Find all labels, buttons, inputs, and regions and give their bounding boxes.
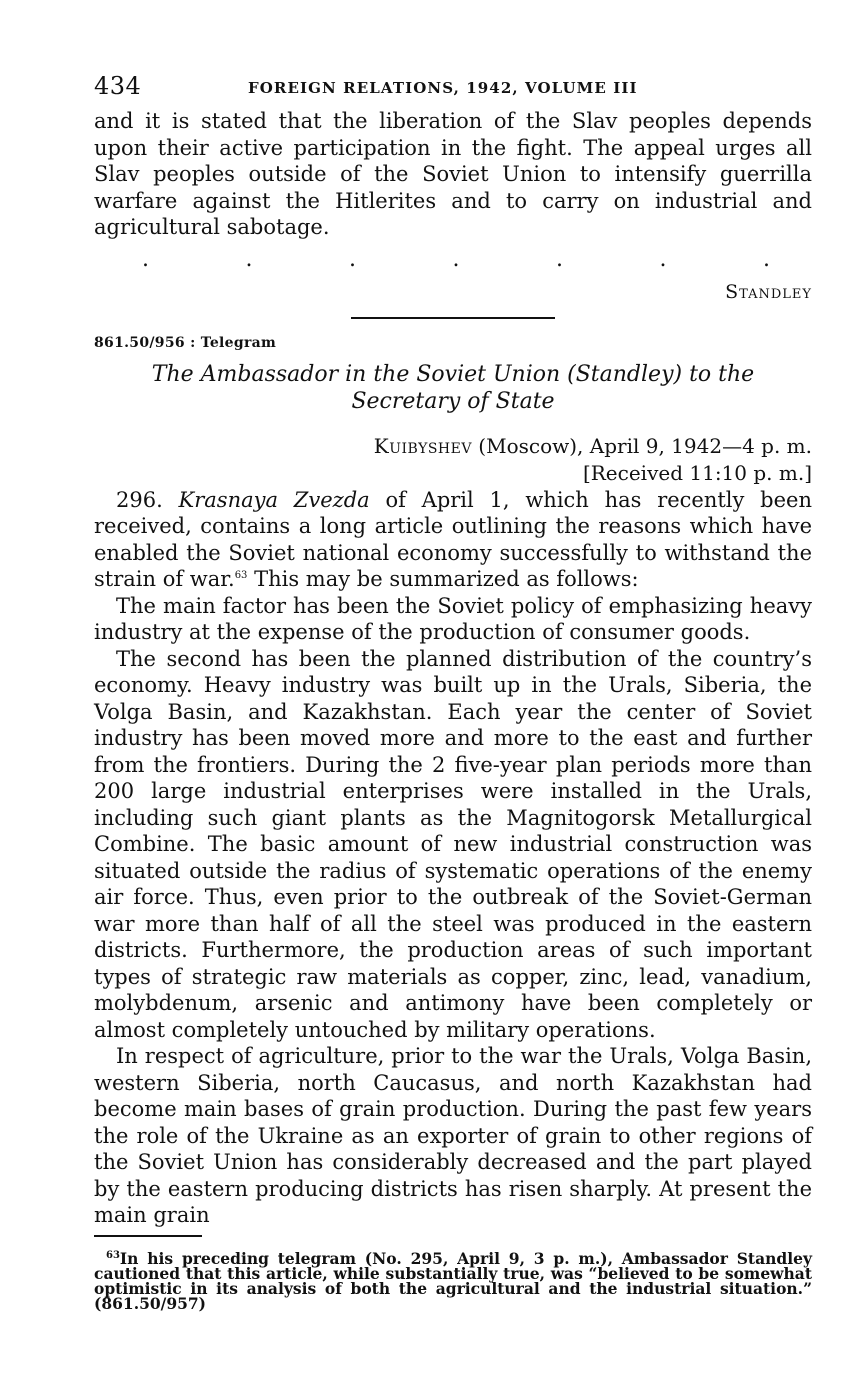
paragraph-number: 296. — [116, 487, 163, 512]
previous-doc-closing-paragraph: and it is stated that the liberation of the Slav peoples depends upon their active participation in the fight. The appeal urges all Slav peoples outside of the Soviet Union to intensify guerrilla warfare against the Hitlerites and to carry on industrial and agricultural sabotage. — [94, 109, 812, 239]
omission-dot: . — [452, 246, 460, 272]
omission-dot: . — [245, 246, 253, 272]
footnote-number: 63 — [106, 1249, 120, 1261]
footnote-divider — [94, 1235, 202, 1237]
newspaper-name: Krasnaya Zvezda — [178, 487, 370, 512]
paragraph-agriculture: In respect of agriculture, prior to the war the Urals, Volga Basin, western Siberia, north Caucasus, and north Kazakhstan had become main bases of grain production. During the past few years the role of the Ukraine as an exporter of grain to other regions of the Soviet Union has considerably decreased and the part played by the eastern producing districts has risen sharply. At present the main grain — [94, 1044, 812, 1227]
omission-dot: . — [556, 246, 563, 272]
footnote-text: In his preceding telegram (No. 295, April 9, 3 p. m.), Ambassador Standley cautioned that this article, while substantially true, was “believed to be somewhat optimistic in its analysis of both the agricultural and the industrial situation.” (861.50/957) — [94, 1248, 812, 1313]
omission-dots — [94, 246, 812, 272]
footnote — [94, 1248, 812, 1313]
file-reference: 861.50/956 : Telegram — [94, 334, 277, 351]
page-header — [94, 72, 812, 108]
paragraph-second-factor: The second has been the planned distribution of the country’s economy. Heavy industry was built up in the Urals, Siberia, the Volga Basin, and Kazakhstan. Each year the center of Soviet industry has been moved more and more to the east and further from the frontiers. During the 2 five-year plan periods more than 200 large industrial enterprises were installed in the Urals, including such giant plants as the Magnitogorsk Metallurgical Combine. The basic amount of new industrial construction was situated outside the radius of systematic operations of the enemy air force. Thus, even prior to the outbreak of the Soviet-German war more than half of all the steel was produced in the eastern districts. Furthermore, the production areas of such important types of strategic raw materials as copper, zinc, lead, vanadium, molybdenum, arsenic and antimony have been completely or almost completely untouched by military operations. — [94, 646, 812, 1042]
footnote-reference[interactable]: 63 — [234, 570, 248, 581]
section-divider — [351, 317, 555, 319]
dateline — [94, 433, 812, 460]
document-page — [94, 72, 812, 1326]
paragraph-text: of April 1, which has recently been received, contains a long article outlining the reasons which have enabled the Soviet national economy successfully to withstand the strain of war. — [94, 487, 812, 591]
paragraph-text-end: This may be summarized as follows: — [247, 567, 639, 591]
running-head: FOREIGN RELATIONS, 1942, VOLUME III — [248, 79, 638, 97]
omission-dot: . — [763, 246, 770, 272]
omission-dot: . — [659, 246, 667, 272]
signature: Standley — [725, 280, 812, 303]
page-number: 434 — [94, 72, 142, 100]
received-time: [Received 11:10 p. m.] — [582, 460, 812, 485]
paragraph-296 — [94, 487, 812, 593]
dateline-place: Kuibyshev — [373, 433, 472, 458]
dateline-date: (Moscow), April 9, 1942—4 p. m. — [471, 433, 812, 458]
document-title: The Ambassador in the Soviet Union (Standley) to the Secretary of State — [151, 361, 755, 414]
omission-dot: . — [349, 246, 356, 272]
paragraph-main-factor: The main factor has been the Soviet policy of emphasizing heavy industry at the expense of the production of consumer goods. — [94, 593, 812, 644]
omission-dot: . — [142, 246, 149, 272]
